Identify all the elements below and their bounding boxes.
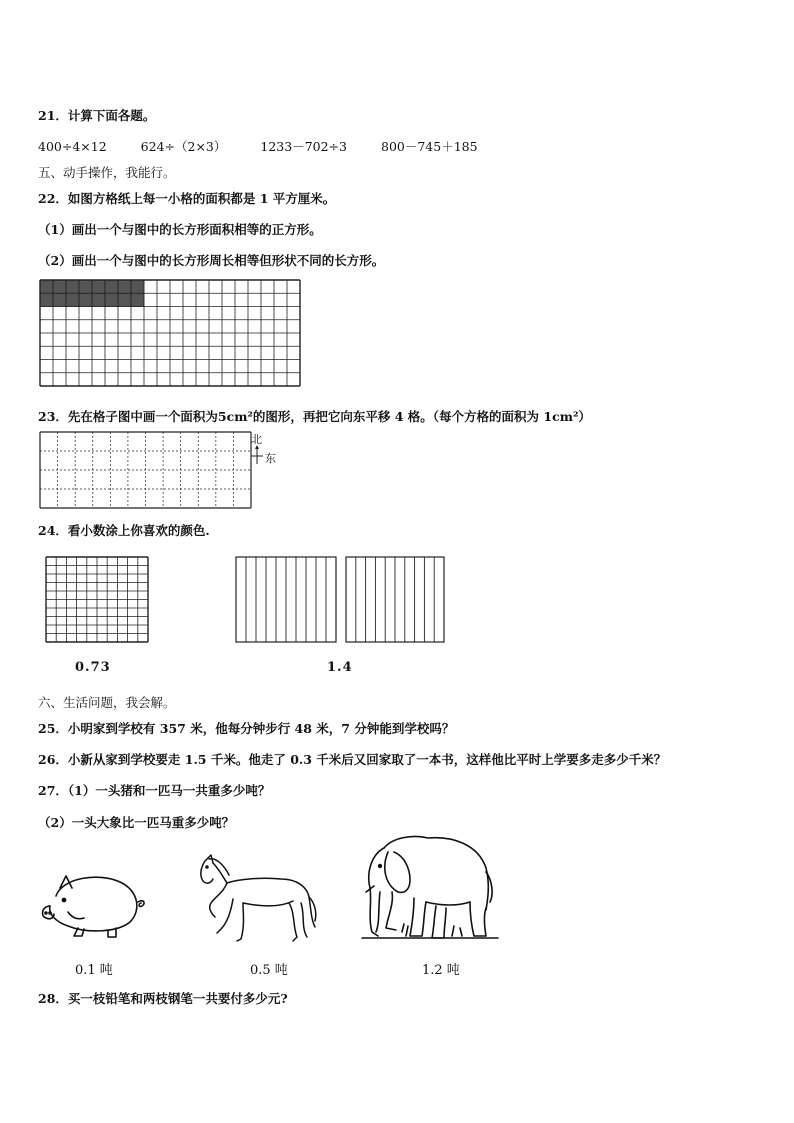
q22-part1: （1）画出一个与图中的长方形面积相等的正方形。 bbox=[38, 222, 322, 237]
pig-weight: 0.1 吨 bbox=[75, 963, 113, 978]
q23-grid[interactable] bbox=[40, 432, 253, 510]
q28-text: 28．买一枝铅笔和两枝钢笔一共要付多少元? bbox=[38, 991, 288, 1006]
shaded-cell bbox=[105, 280, 118, 293]
shaded-cell bbox=[66, 293, 79, 306]
shaded-cell bbox=[53, 280, 66, 293]
elephant-weight: 1.2 吨 bbox=[422, 963, 460, 978]
q21-title: 21．计算下面各题。 bbox=[38, 108, 156, 123]
q25-text: 25．小明家到学校有 357 米，他每分钟步行 48 米，7 分钟能到学校吗？ bbox=[38, 721, 455, 736]
shaded-cell bbox=[131, 293, 144, 306]
shaded-cell bbox=[53, 293, 66, 306]
shaded-cell bbox=[40, 280, 53, 293]
shaded-cell bbox=[118, 293, 131, 306]
q24-title: 24．看小数涂上你喜欢的颜色. bbox=[38, 523, 210, 538]
shaded-cell bbox=[105, 293, 118, 306]
q27-part2: （2）一头大象比一匹马重多少吨？ bbox=[38, 815, 235, 830]
calc-item: 800－745＋185 bbox=[381, 139, 478, 154]
compass-east-label: 东 bbox=[265, 452, 276, 465]
shaded-cell bbox=[131, 280, 144, 293]
shaded-cell bbox=[40, 293, 53, 306]
tenths-strip-2[interactable] bbox=[346, 557, 445, 643]
q23-title: 23．先在格子图中画一个面积为5cm²的图形，再把它向东平移 4 格。（每个方格的面积为 1cm²） bbox=[38, 409, 591, 424]
shaded-cell bbox=[118, 280, 131, 293]
decimal-label-2: 1.4 bbox=[327, 660, 353, 675]
section-6-heading: 六、生活问题，我会解。 bbox=[38, 695, 176, 710]
compass-icon bbox=[250, 444, 264, 466]
calc-item: 624÷（2×3） bbox=[140, 139, 227, 154]
q27-part1: 27．（1）一头猪和一匹马一共重多少吨？ bbox=[38, 783, 271, 798]
q26-text: 26．小新从家到学校要走 1.5 千米。他走了 0.3 千米后又回家取了一本书，这样他比平时上学要多走多少千米？ bbox=[38, 752, 667, 767]
shaded-cell bbox=[92, 293, 105, 306]
shaded-cell bbox=[79, 293, 92, 306]
horse-illustration bbox=[193, 853, 321, 945]
horse-weight: 0.5 吨 bbox=[250, 963, 288, 978]
tenths-strip-1[interactable] bbox=[236, 557, 337, 643]
pig-illustration bbox=[38, 868, 148, 940]
shaded-cell bbox=[92, 280, 105, 293]
hundred-grid[interactable] bbox=[46, 557, 149, 643]
section-5-heading: 五、动手操作，我能行。 bbox=[38, 165, 176, 180]
calc-item: 400÷4×12 bbox=[38, 139, 107, 154]
compass-north-label: 北 bbox=[251, 433, 262, 446]
calc-item: 1233－702÷3 bbox=[260, 139, 347, 154]
q22-part2: （2）画出一个与图中的长方形周长相等但形状不同的长方形。 bbox=[38, 253, 385, 268]
shaded-cell bbox=[66, 280, 79, 293]
q22-title: 22．如图方格纸上每一小格的面积都是 1 平方厘米。 bbox=[38, 191, 336, 206]
elephant-illustration bbox=[362, 832, 498, 944]
shaded-cell bbox=[79, 280, 92, 293]
decimal-label-1: 0.73 bbox=[75, 660, 111, 675]
q21-calculations bbox=[38, 137, 512, 155]
q22-grid[interactable] bbox=[40, 280, 302, 388]
